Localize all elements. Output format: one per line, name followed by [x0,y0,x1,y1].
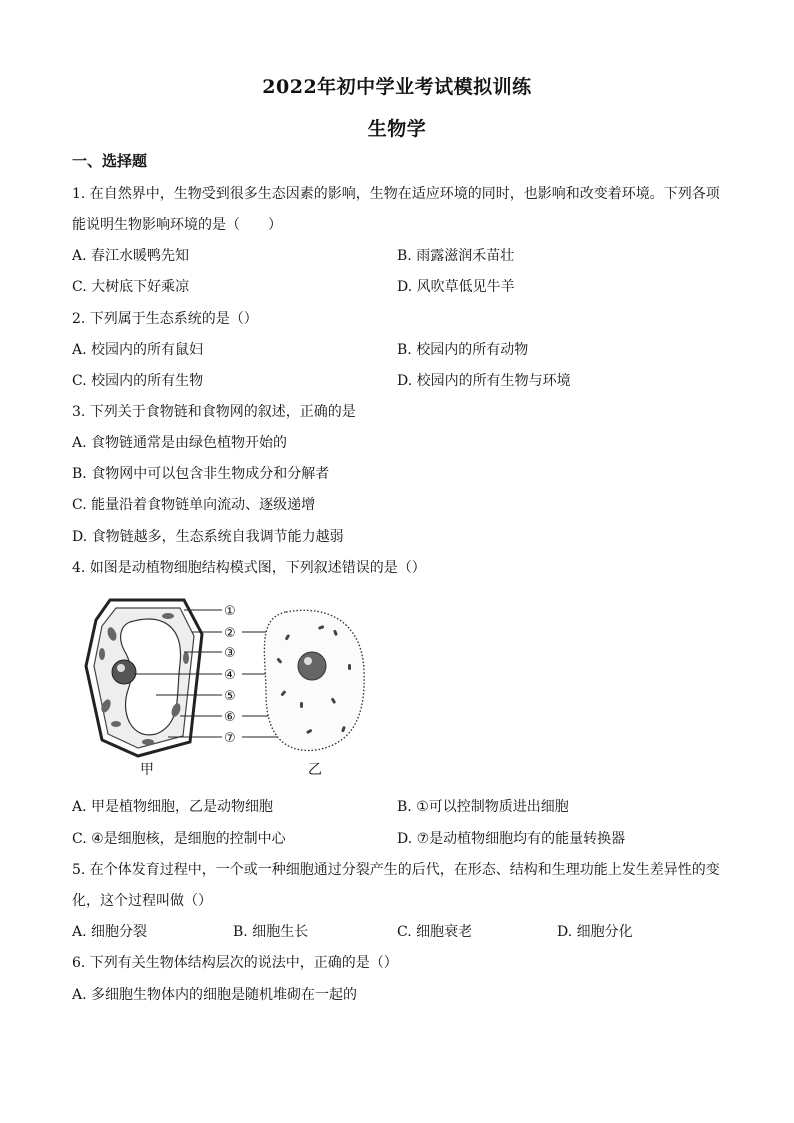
animal-cell-caption: 乙 [308,762,322,778]
q5-option-d: D. 细胞分化 [557,924,633,940]
label-2: ② [224,626,236,641]
q6-option-a: A. 多细胞生物体内的细胞是随机堆砌在一起的 [72,987,358,1003]
q5-option-b: B. 细胞生长 [233,924,309,940]
q2-option-c: C. 校园内的所有生物 [72,373,204,389]
q4-option-a: A. 甲是植物细胞，乙是动物细胞 [72,799,274,815]
q2-stem: 2. 下列属于生态系统的是（） [72,311,258,327]
q1-stem-line2: 能说明生物影响环境的是（ ） [72,217,282,233]
label-4: ④ [224,668,236,683]
plant-cell-caption: 甲 [140,762,154,778]
cell-structure-diagram [72,594,392,780]
q6-stem: 6. 下列有关生物体结构层次的说法中，正确的是（） [72,955,398,971]
q4-option-d: D. ⑦是动植物细胞均有的能量转换器 [397,831,626,847]
q3-option-a: A. 食物链通常是由绿色植物开始的 [72,435,288,451]
q2-option-b: B. 校园内的所有动物 [397,342,529,358]
q4-option-b: B. ①可以控制物质进出细胞 [397,799,569,815]
label-5: ⑤ [224,689,236,704]
q3-option-d: D. 食物链越多，生态系统自我调节能力越弱 [72,529,344,545]
q1-option-c: C. 大树底下好乘凉 [72,279,190,295]
q1-option-d: D. 风吹草低见牛羊 [397,279,515,295]
q5-option-c: C. 细胞衰老 [397,924,473,940]
q1-option-b: B. 雨露滋润禾苗壮 [397,248,515,264]
animal-cell [264,610,364,750]
label-1: ① [224,604,236,619]
section-heading: 一、选择题 [72,152,148,170]
q5-stem-line1: 5. 在个体发育过程中，一个或一种细胞通过分裂产生的后代，在形态、结构和生理功能上发生差异性的变 [72,862,720,878]
q5-stem-line2: 化，这个过程叫做（） [72,893,212,909]
q4-stem: 4. 如图是动植物细胞结构模式图，下列叙述错误的是（） [72,560,426,576]
q1-stem-line1: 1. 在自然界中，生物受到很多生态因素的影响，生物在适应环境的同时，也影响和改变着环境。下列各项 [72,186,720,202]
q2-option-a: A. 校园内的所有鼠妇 [72,342,204,358]
q2-option-d: D. 校园内的所有生物与环境 [397,373,571,389]
label-6: ⑥ [224,710,236,725]
q3-stem: 3. 下列关于食物链和食物网的叙述，正确的是 [72,404,356,420]
label-7: ⑦ [224,731,236,746]
exam-title: 2022年初中学业考试模拟训练 [262,76,532,98]
q3-option-b: B. 食物网中可以包含非生物成分和分解者 [72,466,330,482]
q1-option-a: A. 春江水暖鸭先知 [72,248,190,264]
q5-option-a: A. 细胞分裂 [72,924,148,940]
q4-option-c: C. ④是细胞核，是细胞的控制中心 [72,831,286,847]
q3-option-c: C. 能量沿着食物链单向流动、逐级递增 [72,497,316,513]
label-3: ③ [224,646,236,661]
plant-cell [86,600,202,756]
subject-title: 生物学 [367,118,427,140]
